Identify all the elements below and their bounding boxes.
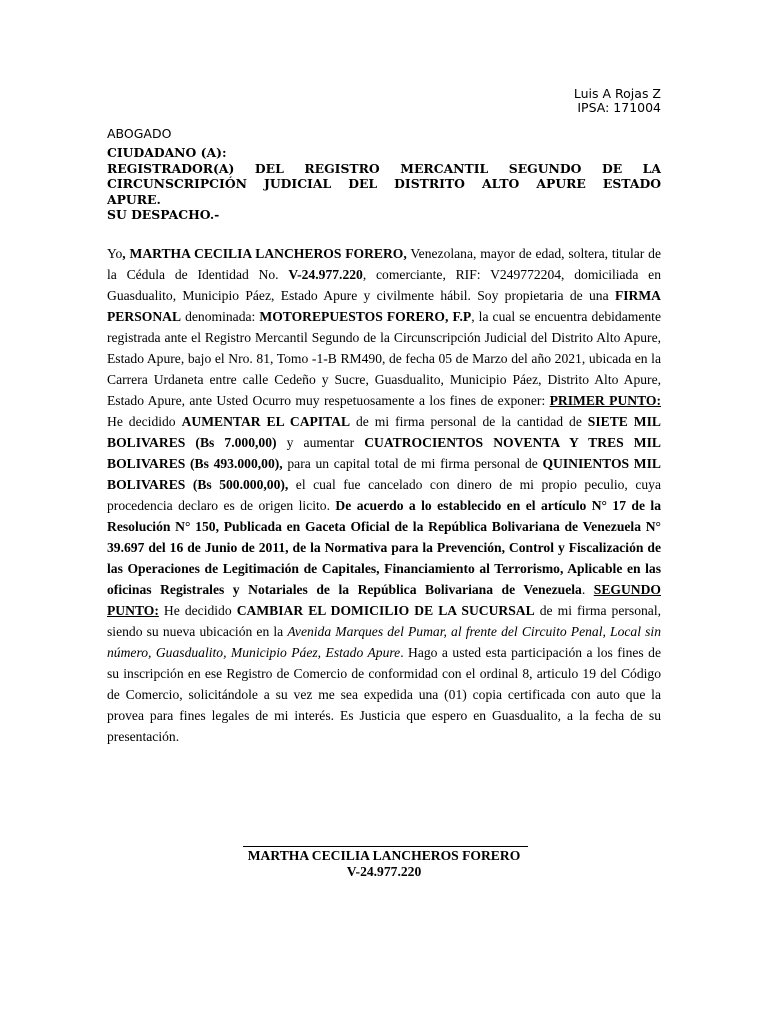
addressee-line: CIUDADANO (A): (107, 145, 227, 160)
body-text: He decidido (107, 414, 182, 429)
body-text: He decidido (158, 603, 237, 618)
body-text: . Hago a usted esta participación a los fines de su inscripción en ese Registro de Comercio de conformidad con el ordinal 8, articulo 19 del Código de Comercio, solicitándole a su vez me sea expedida una (01) copia certificada con auto que la provea para fines legales de mi interés. Es Justicia que espero en Guasdualito, a la fecha de su presentación. (107, 645, 661, 744)
lawyer-ipsa: IPSA: 171004 (577, 100, 661, 115)
body-bold: CAMBIAR EL DOMICILIO DE LA SUCURSAL (236, 603, 535, 618)
body-text: y aumentar (276, 435, 365, 450)
lawyer-name: Luis A Rojas Z (573, 86, 661, 101)
signatory-name: MARTHA CECILIA LANCHEROS FORERO (247, 848, 521, 863)
body-text: de mi firma personal, siendo su nueva ubicación en la (107, 603, 661, 639)
addressee-line: CIRCUNSCRIPCIÓN JUDICIAL DEL DISTRITO ALTO APURE ESTADO (107, 176, 661, 192)
body-text: el cual fue cancelado con dinero de mi propio peculio, cuya procedencia declaro es de origen licito. (107, 477, 661, 513)
body-underlined: SEGUNDO PUNTO: (107, 582, 661, 618)
body-bold: FIRMA PERSONAL (107, 288, 661, 324)
body-bold: AUMENTAR EL CAPITAL (181, 414, 351, 429)
body-text: denominada: (181, 309, 260, 324)
body-text: para un capital total de mi firma personal de (282, 456, 543, 471)
body-italic: Avenida Marques del Pumar, al frente del Circuito Penal, Local sin número, Guasdualito, Municipio Páez, Estado Apure (107, 624, 661, 660)
letter-body (107, 243, 661, 747)
body-text: Yo (107, 246, 123, 261)
lawyer-profession: ABOGADO (107, 126, 172, 141)
body-bold: , MARTHA CECILIA LANCHEROS FORERO, (122, 246, 407, 261)
addressee-line: REGISTRADOR(A) DEL REGISTRO MERCANTIL SEGUNDO DE LA (107, 160, 661, 176)
addressee-line: APURE. (107, 191, 161, 207)
addressee-block (107, 145, 661, 223)
body-text: , comerciante, RIF: V249772204, domiciliada en Guasdualito, Municipio Páez, Estado Apure y civilmente hábil. Soy propietaria de una (107, 267, 661, 303)
body-underlined: PRIMER PUNTO: (549, 393, 661, 408)
body-bold: QUINIENTOS MIL BOLIVARES (Bs 500.000,00), (107, 456, 661, 492)
signature-line (243, 846, 528, 847)
body-bold: De acuerdo a lo establecido en el artículo N° 17 de la Resolución N° 150, Publicada en Gaceta Oficial de la República Bolivariana de Venezuela N° 39.697 del 16 de Junio de 2011, de la Normativa para la Prevención, Control y Fiscalización de las Operaciones de Legitimación de Capitales, Financiamiento al Terrorismo, Aplicable en las oficinas Registrales y Notariales de la República Bolivariana de Venezuela (107, 498, 662, 597)
addressee-line: SU DESPACHO.- (107, 207, 220, 223)
lawyer-header (574, 87, 661, 115)
body-bold: SIETE MIL BOLIVARES (Bs 7.000,00) (107, 414, 661, 450)
body-text: Venezolana, mayor de edad, soltera, titular de la Cédula de Identidad No. (107, 246, 661, 282)
body-text: de mi firma personal de la cantidad de (350, 414, 588, 429)
body-bold: CUATROCIENTOS NOVENTA Y TRES MIL BOLIVARES (Bs 493.000,00), (107, 435, 661, 471)
body-bold: V-24.977.220 (288, 267, 363, 282)
body-bold: MOTOREPUESTOS FORERO, F.P (259, 309, 472, 324)
signatory-id: V-24.977.220 (346, 864, 422, 879)
body-text: , la cual se encuentra debidamente registrada ante el Registro Mercantil Segundo de la Circunscripción Judicial del Distrito Alto Apure, Estado Apure, bajo el Nro. 81, Tomo -1-B RM490, de fecha 05 de Marzo del año 2021, ubicada en la Carrera Urdaneta entre calle Cedeño y Sucre, Guasdualito, Municipio Páez, Distrito Alto Apure, Estado Apure, ante Usted Ocurro muy respetuosamente a los fines de exponer: (107, 309, 661, 408)
body-text: . (581, 582, 594, 597)
